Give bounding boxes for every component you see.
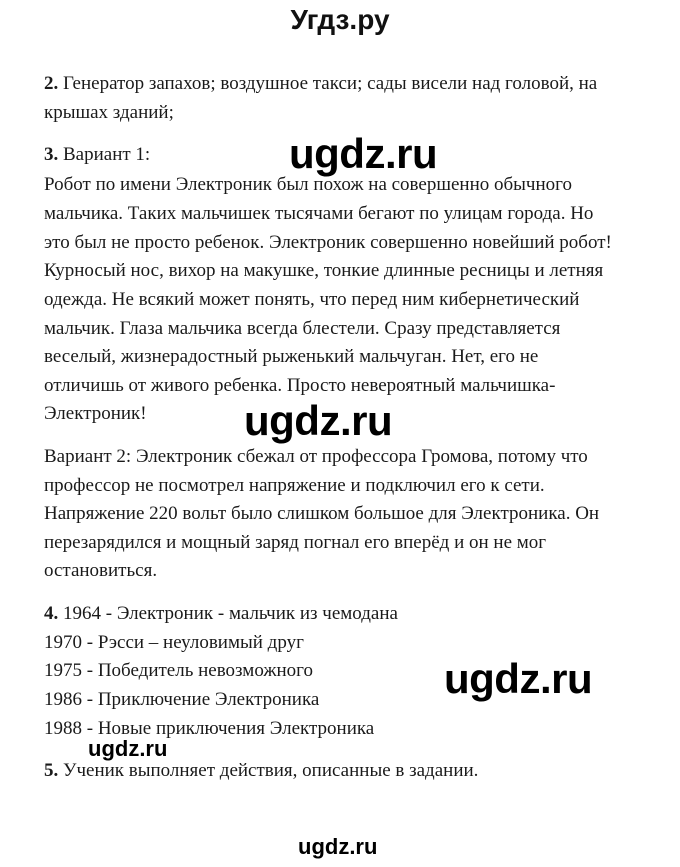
task3-v1-line: Робот по имени Электроник был похож на совершенно обычного — [44, 174, 572, 195]
task3-v2-line: Напряжение 220 вольт было слишком большое для Электроника. Он — [44, 503, 600, 524]
task3-v2-line: профессор не посмотрел напряжение и подключил его к сети. — [44, 475, 545, 496]
task3-v1-line: веселый, жизнерадостный рыженький мальчуган. Нет, его не — [44, 346, 539, 367]
footer-watermark: ugdz.ru — [298, 834, 378, 859]
task3-v1-line: отличишь от живого ребенка. Просто невероятный мальчишка- — [44, 375, 556, 396]
task3-v2-line: Вариант 2: Электроник сбежал от профессора Громова, потому что — [44, 446, 588, 467]
task4-number: 4. — [44, 603, 59, 624]
task3-v2-line: остановиться. — [44, 560, 158, 581]
task3-v2-line: перезарядился и мощный заряд погнал его вперёд и он не мог — [44, 532, 547, 553]
task2-line-2: крышах зданий; — [44, 102, 174, 123]
task3-v1-line: мальчика. Таких мальчишек тысячами бегают по улицам города. Но — [44, 203, 594, 224]
task3-number: 3. — [44, 144, 59, 165]
task4-item: 1975 - Победитель невозможного — [44, 660, 313, 681]
watermark-logo: ugdz.ru — [289, 130, 438, 177]
task3-variant1-label: 3. Вариант 1: — [44, 144, 151, 165]
task4-item: 4. 1964 - Электроник - мальчик из чемодана — [44, 603, 398, 624]
watermark-logo: ugdz.ru — [88, 736, 168, 761]
site-header-title: Угдз.ру — [290, 4, 390, 35]
task3-v1-line: Курносый нос, вихор на макушке, тонкие длинные ресницы и летняя — [44, 260, 604, 281]
watermark-logo: ugdz.ru — [244, 397, 393, 444]
watermark-logo: ugdz.ru — [444, 655, 593, 702]
task4-item: 1986 - Приключение Электроника — [44, 689, 320, 710]
task3-v1-line: одежда. Не всякий может понять, что перед ним кибернетический — [44, 289, 580, 310]
task5-line: 5. Ученик выполняет действия, описанные в задании. — [44, 760, 479, 781]
task4-item: 1970 - Рэсси – неуловимый друг — [44, 632, 304, 653]
task5-number: 5. — [44, 760, 59, 781]
task3-v1-line: это был не просто ребенок. Электроник совершенно новейший робот! — [44, 232, 612, 253]
task4-item: 1988 - Новые приключения Электроника — [44, 718, 375, 739]
task3-v1-line: Электроник! — [44, 403, 147, 424]
task3-v1-line: мальчик. Глаза мальчика всегда блестели. Сразу представляется — [44, 318, 561, 339]
task2-number: 2. — [44, 73, 59, 94]
task2-line-1: 2. Генератор запахов; воздушное такси; сады висели над головой, на — [44, 73, 598, 94]
